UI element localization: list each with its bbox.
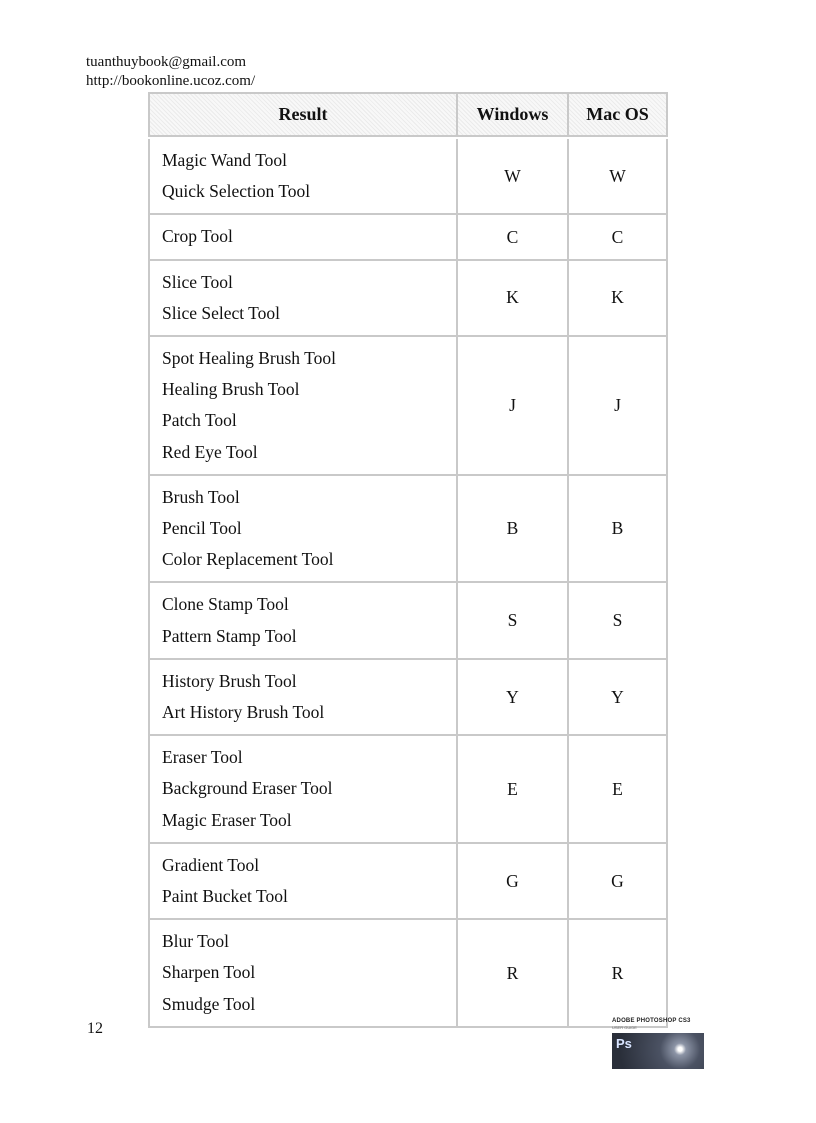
tool-names-cell xyxy=(148,476,458,584)
tool-name: Red Eye Tool xyxy=(162,441,258,462)
tool-name: Paint Bucket Tool xyxy=(162,886,288,907)
photoshop-logo-icon xyxy=(612,1033,704,1069)
photoshop-logo xyxy=(612,1018,704,1069)
windows-shortcut: S xyxy=(458,583,569,659)
tool-name: Sharpen Tool xyxy=(162,962,256,983)
tool-name: Art History Brush Tool xyxy=(162,702,325,723)
windows-shortcut: B xyxy=(458,476,569,584)
logo-subtitle: USER GUIDE xyxy=(612,1025,637,1030)
mac-shortcut: K xyxy=(569,261,668,337)
column-header-mac-os: Mac OS xyxy=(569,92,668,137)
table-row xyxy=(148,920,668,1028)
tool-name: Magic Eraser Tool xyxy=(162,809,292,830)
tool-name: Slice Tool xyxy=(162,271,233,292)
windows-shortcut: E xyxy=(458,736,569,844)
windows-shortcut: J xyxy=(458,337,569,476)
tool-name: Color Replacement Tool xyxy=(162,549,334,570)
table-row xyxy=(148,844,668,920)
ps-mark: Ps xyxy=(616,1036,632,1051)
tool-name: Slice Select Tool xyxy=(162,302,281,323)
tool-names-cell xyxy=(148,583,458,659)
tool-names-cell xyxy=(148,261,458,337)
table-row xyxy=(148,476,668,584)
table-row xyxy=(148,660,668,736)
tool-name: Blur Tool xyxy=(162,931,230,952)
table-body xyxy=(148,137,668,1028)
column-header-windows: Windows xyxy=(458,92,569,137)
mac-shortcut: S xyxy=(569,583,668,659)
tool-name: Gradient Tool xyxy=(162,854,260,875)
tool-name: Smudge Tool xyxy=(162,993,256,1014)
tool-names-cell xyxy=(148,337,458,476)
table-row xyxy=(148,139,668,215)
tool-name: Quick Selection Tool xyxy=(162,181,311,202)
table-header-row xyxy=(148,92,668,137)
page-number: 12 xyxy=(87,1020,103,1037)
windows-shortcut: K xyxy=(458,261,569,337)
windows-shortcut: Y xyxy=(458,660,569,736)
tool-names-cell xyxy=(148,736,458,844)
header-email: tuanthuybook@gmail.com xyxy=(86,54,247,70)
tool-name: Background Eraser Tool xyxy=(162,778,333,799)
tool-name: Clone Stamp Tool xyxy=(162,594,289,615)
tool-names-cell xyxy=(148,920,458,1028)
table-row xyxy=(148,736,668,844)
tool-names-cell xyxy=(148,844,458,920)
column-header-result: Result xyxy=(148,92,458,137)
table-row xyxy=(148,215,668,260)
tool-names-cell xyxy=(148,215,458,260)
windows-shortcut: R xyxy=(458,920,569,1028)
shortcut-table xyxy=(148,92,668,1028)
logo-title: ADOBE PHOTOSHOP CS3 xyxy=(612,1018,691,1024)
table-row xyxy=(148,261,668,337)
mac-shortcut: C xyxy=(569,215,668,260)
tool-name: Patch Tool xyxy=(162,410,237,431)
mac-shortcut: W xyxy=(569,139,668,215)
windows-shortcut: W xyxy=(458,139,569,215)
windows-shortcut: G xyxy=(458,844,569,920)
tool-name: Magic Wand Tool xyxy=(162,150,288,170)
tool-names-cell xyxy=(148,660,458,736)
mac-shortcut: E xyxy=(569,736,668,844)
tool-name: Pencil Tool xyxy=(162,518,242,539)
tool-name: Crop Tool xyxy=(162,226,233,247)
table-row xyxy=(148,583,668,659)
windows-shortcut: C xyxy=(458,215,569,260)
mac-shortcut: R xyxy=(569,920,668,1028)
header-url: http://bookonline.ucoz.com/ xyxy=(86,73,256,89)
page-header xyxy=(86,53,255,91)
table-row xyxy=(148,337,668,476)
mac-shortcut: J xyxy=(569,337,668,476)
mac-shortcut: B xyxy=(569,476,668,584)
mac-shortcut: Y xyxy=(569,660,668,736)
tool-name: Eraser Tool xyxy=(162,747,243,768)
tool-name: Pattern Stamp Tool xyxy=(162,625,297,646)
mac-shortcut: G xyxy=(569,844,668,920)
tool-name: Brush Tool xyxy=(162,486,240,507)
tool-name: History Brush Tool xyxy=(162,670,297,691)
tool-name: Spot Healing Brush Tool xyxy=(162,348,336,369)
tool-name: Healing Brush Tool xyxy=(162,379,300,400)
tool-names-cell xyxy=(148,139,458,215)
